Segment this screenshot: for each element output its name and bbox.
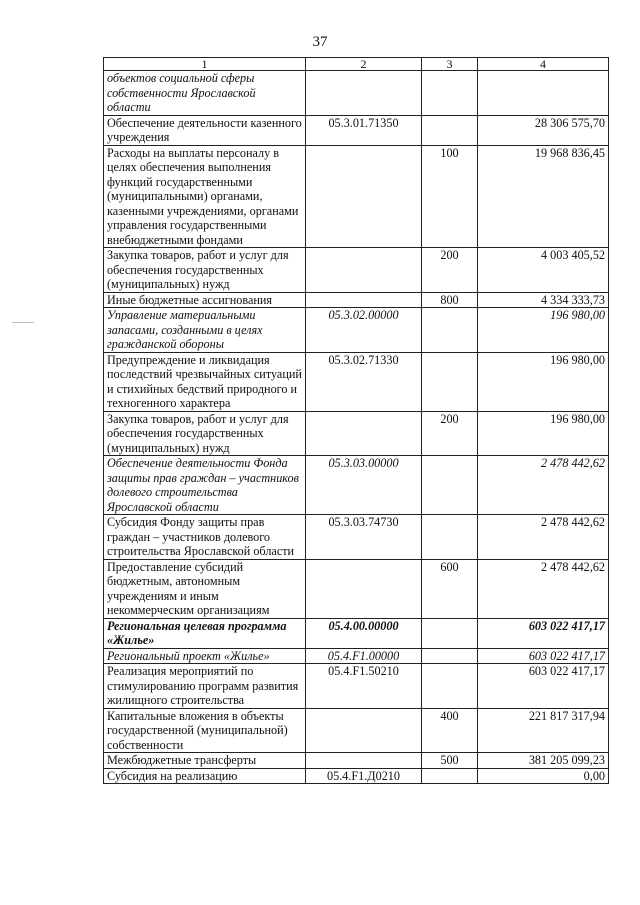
row-name: Межбюджетные трансферты [104, 753, 306, 769]
row-type: 800 [422, 292, 478, 308]
row-code: 05.3.02.00000 [306, 308, 422, 353]
row-type: 200 [422, 248, 478, 293]
row-code [306, 145, 422, 248]
table-row [104, 648, 609, 664]
table-row [104, 618, 609, 648]
row-name: Предупреждение и ликвидация последствий чрезвычайных ситуаций и стихийных бедствий природного и техногенного характера [104, 352, 306, 411]
row-type: 100 [422, 145, 478, 248]
row-type [422, 115, 478, 145]
row-type [422, 768, 478, 784]
row-type [422, 618, 478, 648]
row-type [422, 352, 478, 411]
row-type: 600 [422, 559, 478, 618]
row-type [422, 515, 478, 560]
row-amount: 28 306 575,70 [478, 115, 609, 145]
budget-table [103, 57, 609, 784]
header-col-1: 1 [104, 58, 306, 71]
table-row [104, 559, 609, 618]
row-amount: 381 205 099,23 [478, 753, 609, 769]
row-code: 05.3.02.71330 [306, 352, 422, 411]
row-type [422, 664, 478, 709]
table-row [104, 308, 609, 353]
header-col-2: 2 [306, 58, 422, 71]
table-row [104, 708, 609, 753]
row-code: 05.3.03.00000 [306, 456, 422, 515]
header-col-4: 4 [478, 58, 609, 71]
row-amount: 4 334 333,73 [478, 292, 609, 308]
row-name: Капитальные вложения в объекты государственной (муниципальной) собственности [104, 708, 306, 753]
row-code [306, 71, 422, 116]
row-type [422, 308, 478, 353]
table-row [104, 115, 609, 145]
row-amount [478, 71, 609, 116]
table-row [104, 292, 609, 308]
table-row [104, 352, 609, 411]
row-amount: 2 478 442,62 [478, 456, 609, 515]
header-row [104, 58, 609, 71]
table-row [104, 248, 609, 293]
row-amount: 2 478 442,62 [478, 515, 609, 560]
row-amount: 2 478 442,62 [478, 559, 609, 618]
row-amount: 603 022 417,17 [478, 648, 609, 664]
header-col-3: 3 [422, 58, 478, 71]
row-name: объектов социальной сферы собственности Ярославской области [104, 71, 306, 116]
row-name: Расходы на выплаты персоналу в целях обеспечения выполнения функций государственными (муниципальными) органами, казенными учреждениями, органами управления государственными внебюджетными фондами [104, 145, 306, 248]
table-row [104, 664, 609, 709]
row-name: Обеспечение деятельности Фонда защиты прав граждан – участников долевого строительства Ярославской области [104, 456, 306, 515]
table-row [104, 411, 609, 456]
row-name: Предоставление субсидий бюджетным, автономным учреждениям и иным некоммерческим организациям [104, 559, 306, 618]
row-code [306, 753, 422, 769]
row-amount: 196 980,00 [478, 411, 609, 456]
row-amount: 603 022 417,17 [478, 664, 609, 709]
table-row [104, 768, 609, 784]
row-type [422, 648, 478, 664]
row-name: Реализация мероприятий по стимулированию программ развития жилищного строительства [104, 664, 306, 709]
row-amount: 603 022 417,17 [478, 618, 609, 648]
row-code [306, 708, 422, 753]
row-name: Иные бюджетные ассигнования [104, 292, 306, 308]
table-row [104, 753, 609, 769]
row-amount: 196 980,00 [478, 308, 609, 353]
row-type: 400 [422, 708, 478, 753]
row-name: Управление материальными запасами, созданными в целях гражданской обороны [104, 308, 306, 353]
margin-mark [12, 322, 34, 323]
row-type [422, 456, 478, 515]
row-code [306, 559, 422, 618]
row-code [306, 248, 422, 293]
row-name: Закупка товаров, работ и услуг для обеспечения государственных (муниципальных) нужд [104, 248, 306, 293]
row-name: Региональная целевая программа «Жилье» [104, 618, 306, 648]
row-code: 05.3.01.71350 [306, 115, 422, 145]
table-row [104, 456, 609, 515]
row-code [306, 411, 422, 456]
row-type: 500 [422, 753, 478, 769]
row-amount: 19 968 836,45 [478, 145, 609, 248]
page-number: 37 [312, 34, 328, 50]
table-row [104, 71, 609, 116]
row-code: 05.4.F1.50210 [306, 664, 422, 709]
row-code: 05.3.03.74730 [306, 515, 422, 560]
row-type: 200 [422, 411, 478, 456]
row-code: 05.4.F1.Д0210 [306, 768, 422, 784]
row-name: Субсидия Фонду защиты прав граждан – участников долевого строительства Ярославской области [104, 515, 306, 560]
row-name: Субсидия на реализацию [104, 768, 306, 784]
table-row [104, 145, 609, 248]
row-amount: 4 003 405,52 [478, 248, 609, 293]
row-code: 05.4.F1.00000 [306, 648, 422, 664]
row-type [422, 71, 478, 116]
row-name: Закупка товаров, работ и услуг для обеспечения государственных (муниципальных) нужд [104, 411, 306, 456]
row-name: Обеспечение деятельности казенного учреждения [104, 115, 306, 145]
row-amount: 221 817 317,94 [478, 708, 609, 753]
row-amount: 196 980,00 [478, 352, 609, 411]
row-code: 05.4.00.00000 [306, 618, 422, 648]
table-row [104, 515, 609, 560]
row-amount: 0,00 [478, 768, 609, 784]
row-name: Региональный проект «Жилье» [104, 648, 306, 664]
row-code [306, 292, 422, 308]
